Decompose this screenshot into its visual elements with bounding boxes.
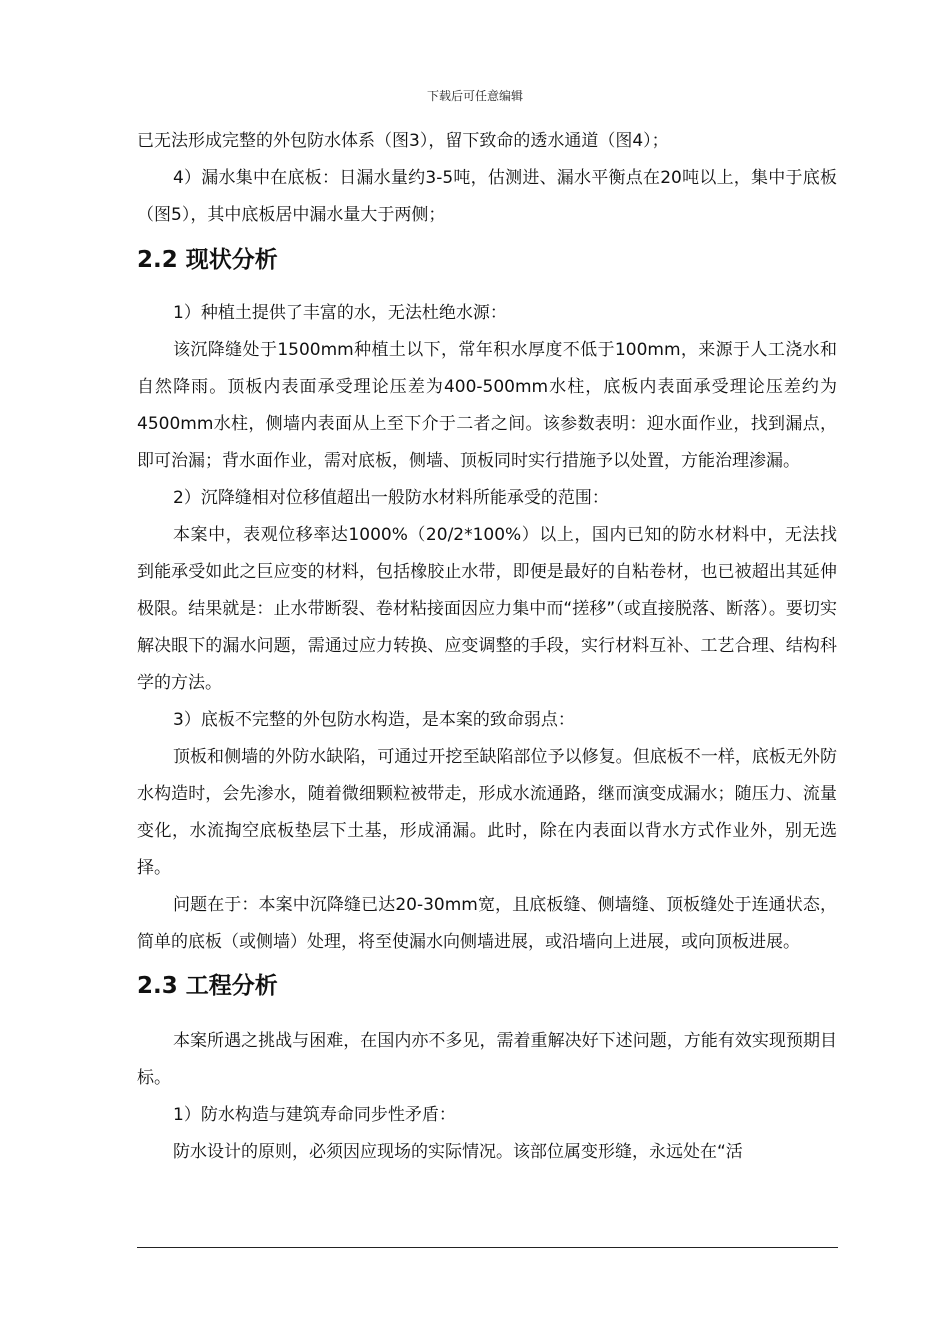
paragraph: 本案所遇之挑战与困难，在国内亦不多见，需着重解决好下述问题，方能有效实现预期目标。	[137, 1031, 837, 1088]
section-heading-2-2: 2.2 现状分析	[137, 247, 278, 273]
paragraph: 防水设计的原则，必须因应现场的实际情况。该部位属变形缝，永远处在“活	[173, 1142, 743, 1162]
paragraph: 已无法形成完整的外包防水体系（图3），留下致命的透水通道（图4）；	[137, 131, 669, 151]
footer-rule	[137, 1247, 838, 1248]
document-body	[137, 123, 837, 1171]
paragraph: 本案中，表观位移率达1000%（20/2*100%）以上，国内已知的防水材料中，无法找到能承受如此之巨应变的材料，包括橡胶止水带，即便是最好的自粘卷材，也已被超出其延伸极限。结果就是：止水带断裂、卷材粘接面因应力集中而“搓移”（或直接脱落、断落）。要切实解决眼下的漏水问题，需通过应力转换、应变调整的手段，实行材料互补、工艺合理、结构科学的方法。	[137, 525, 837, 693]
list-item-heading: 3）底板不完整的外包防水构造，是本案的致命弱点：	[173, 710, 575, 730]
paragraph: 顶板和侧墙的外防水缺陷，可通过开挖至缺陷部位予以修复。但底板不一样，底板无外防水构造时，会先渗水，随着微细颗粒被带走，形成水流通路，继而演变成漏水；随压力、流量变化，水流掏空底板垫层下土基，形成涌漏。此时，除在内表面以背水方式作业外，别无选择。	[137, 747, 837, 878]
list-item-heading: 2）沉降缝相对位移值超出一般防水材料所能承受的范围：	[173, 488, 609, 508]
page-header: 下载后可任意编辑	[426, 89, 523, 103]
paragraph: 问题在于：本案中沉降缝已达20-30mm宽，且底板缝、侧墙缝、顶板缝处于连通状态，简单的底板（或侧墙）处理，将至使漏水向侧墙进展，或沿墙向上进展，或向顶板进展。	[137, 895, 837, 952]
list-item-heading: 1）防水构造与建筑寿命同步性矛盾：	[173, 1105, 456, 1125]
list-item-heading: 1）种植土提供了丰富的水，无法杜绝水源：	[173, 303, 507, 323]
paragraph: 4）漏水集中在底板：日漏水量约3-5吨，估测进、漏水平衡点在20吨以上，集中于底板（图5），其中底板居中漏水量大于两侧；	[137, 168, 837, 225]
paragraph: 该沉降缝处于1500mm种植土以下，常年积水厚度不低于100mm，来源于人工浇水和自然降雨。顶板内表面承受理论压差为400-500mm水柱，底板内表面承受理论压差约为4500mm水柱，侧墙内表面从上至下介于二者之间。该参数表明：迎水面作业，找到漏点，即可治漏；背水面作业，需对底板，侧墙、顶板同时实行措施予以处置，方能治理渗漏。	[137, 340, 837, 471]
section-heading-2-3: 2.3 工程分析	[137, 973, 278, 999]
